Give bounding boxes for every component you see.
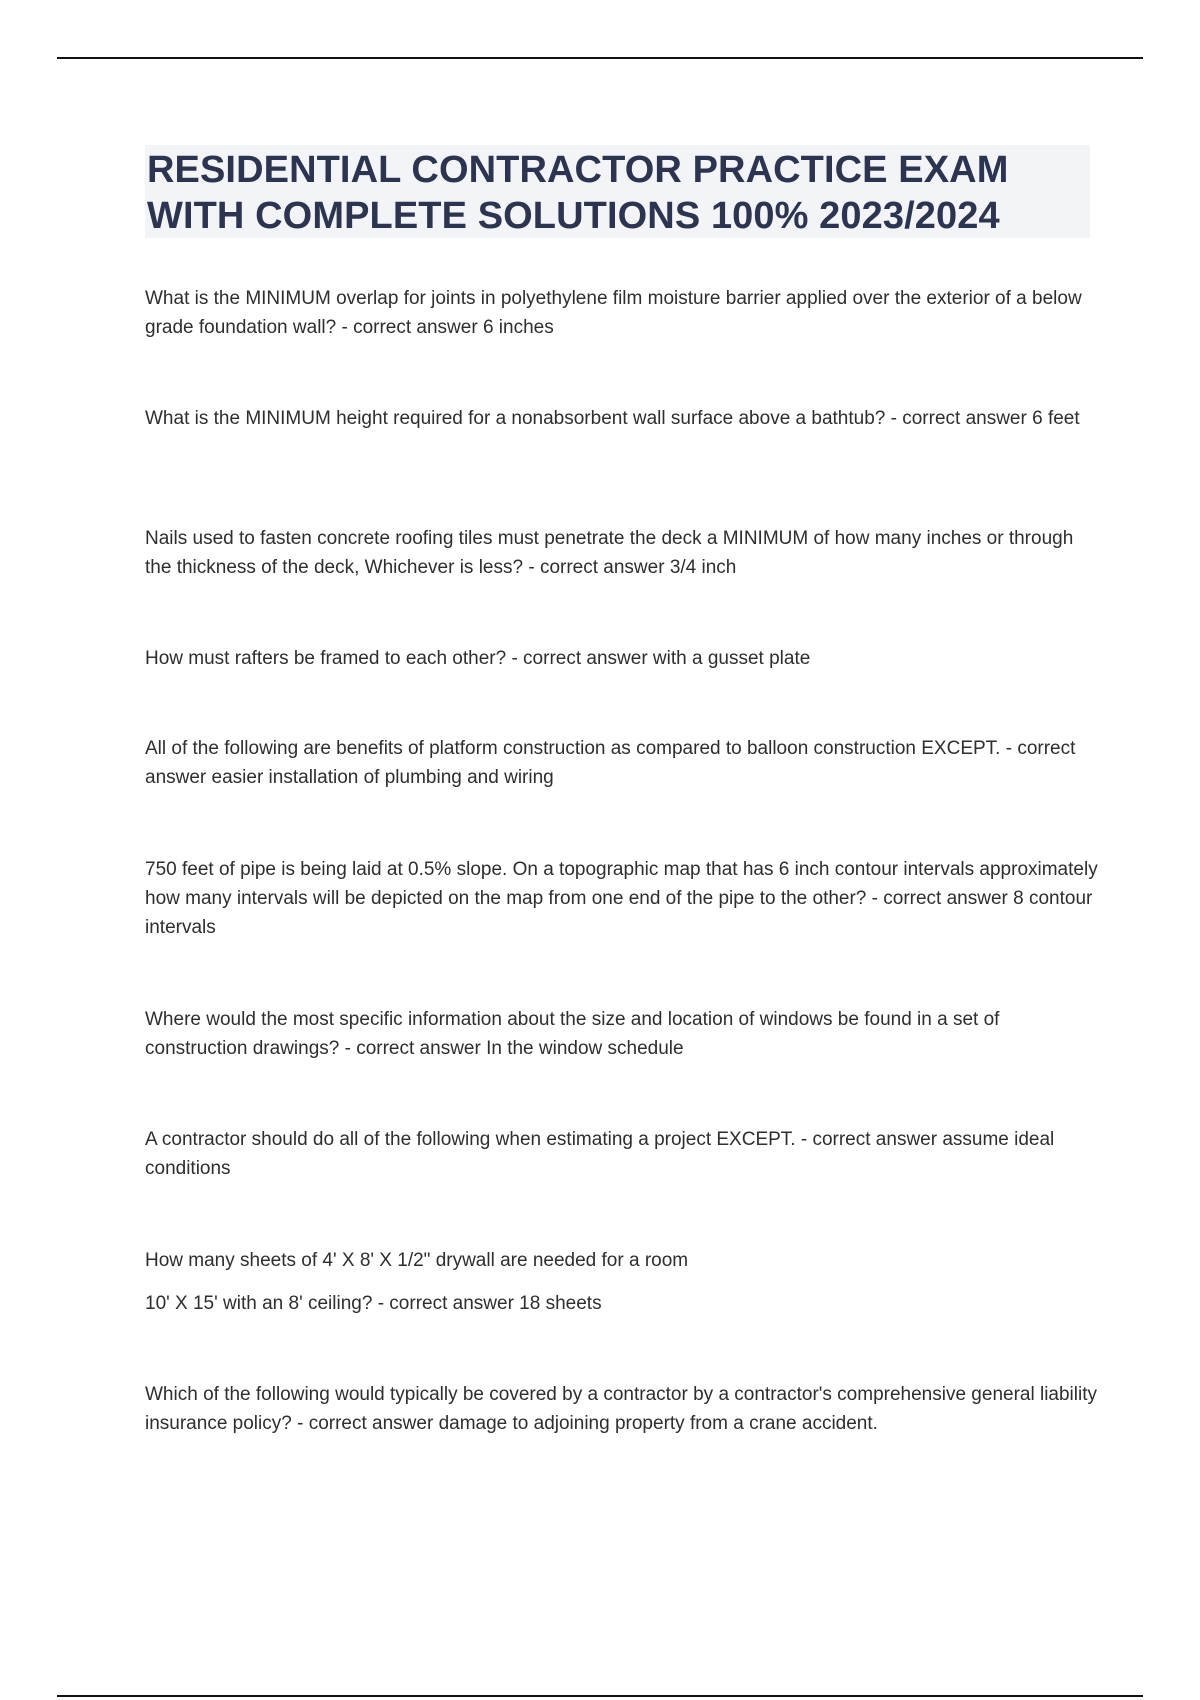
qa-text: 750 feet of pipe is being laid at 0.5% slope. On a topographic map that has 6 inch contour intervals approximately how many intervals will be depicted on the map from one end of the pipe to the other? - correct answer 8 contour intervals bbox=[145, 859, 1098, 938]
qa-item-4 bbox=[145, 644, 1100, 673]
qa-text: What is the MINIMUM height required for a nonabsorbent wall surface above a bathtub? - correct answer 6 feet bbox=[145, 408, 1080, 429]
title-line-1: RESIDENTIAL CONTRACTOR PRACTICE EXAM bbox=[147, 149, 1009, 191]
bottom-divider bbox=[57, 1695, 1143, 1697]
qa-text-line-1: How many sheets of 4' X 8' X 1/2" drywall are needed for a room bbox=[145, 1250, 689, 1271]
qa-item-3 bbox=[145, 524, 1100, 582]
qa-text: All of the following are benefits of platform construction as compared to balloon construction EXCEPT. - correct answer easier installation of plumbing and wiring bbox=[145, 738, 1076, 788]
top-divider bbox=[57, 57, 1143, 59]
qa-item-10 bbox=[145, 1380, 1100, 1438]
qa-item-9 bbox=[145, 1246, 1100, 1318]
qa-item-7 bbox=[145, 1005, 1100, 1063]
qa-text: A contractor should do all of the following when estimating a project EXCEPT. - correct answer assume ideal conditions bbox=[145, 1129, 1055, 1179]
qa-item-2 bbox=[145, 404, 1100, 433]
qa-text: Nails used to fasten concrete roofing tiles must penetrate the deck a MINIMUM of how many inches or through the thickness of the deck, Whichever is less? - correct answer 3/4 inch bbox=[145, 528, 1074, 578]
qa-item-5 bbox=[145, 734, 1100, 792]
qa-item-1 bbox=[145, 284, 1100, 342]
qa-text: Which of the following would typically be covered by a contractor by a contractor's comprehensive general liability insurance policy? - correct answer damage to adjoining property from a crane accident. bbox=[145, 1384, 1097, 1434]
qa-text-line-2: 10' X 15' with an 8' ceiling? - correct answer 18 sheets bbox=[145, 1293, 602, 1314]
document-title bbox=[145, 145, 1090, 238]
title-line-2: WITH COMPLETE SOLUTIONS 100% 2023/2024 bbox=[147, 195, 1000, 237]
qa-item-8 bbox=[145, 1125, 1100, 1183]
qa-text: How must rafters be framed to each other? - correct answer with a gusset plate bbox=[145, 648, 811, 669]
qa-text: Where would the most specific information about the size and location of windows be found in a set of construction drawings? - correct answer In the window schedule bbox=[145, 1009, 1000, 1059]
qa-item-6 bbox=[145, 855, 1100, 942]
qa-text: What is the MINIMUM overlap for joints in polyethylene film moisture barrier applied over the exterior of a below grade foundation wall? - correct answer 6 inches bbox=[145, 288, 1082, 338]
